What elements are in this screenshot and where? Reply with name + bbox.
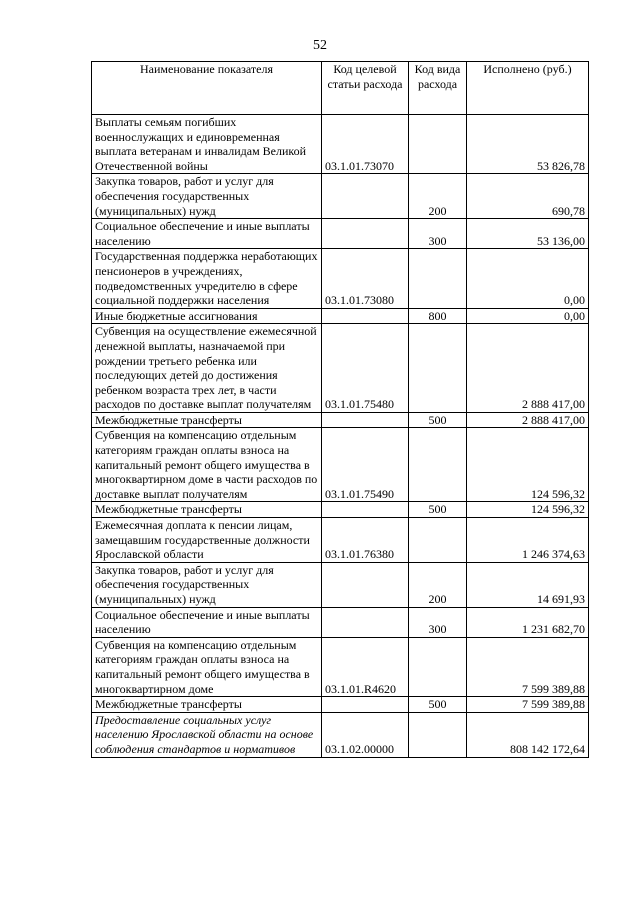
row-expense-type-code: 500 [409, 697, 467, 713]
row-indicator-name: Межбюджетные трансферты [92, 502, 322, 518]
row-target-code: 03.1.01.73070 [322, 115, 409, 174]
row-target-code [322, 174, 409, 219]
row-executed-amount: 53 136,00 [467, 219, 589, 249]
table-row [92, 249, 589, 308]
row-indicator-name: Ежемесячная доплата к пенсии лицам, замещавшим государственные должности Ярославской области [92, 518, 322, 563]
row-expense-type-code [409, 115, 467, 174]
row-target-code [322, 562, 409, 607]
row-indicator-name: Субвенция на осуществление ежемесячной денежной выплаты, назначаемой при рождении третьего ребенка или последующих детей до достижения ребенком возраста трех лет, в части расходов по доставке выплат получателям [92, 324, 322, 413]
table-row [92, 607, 589, 637]
row-executed-amount: 808 142 172,64 [467, 712, 589, 757]
row-indicator-name: Социальное обеспечение и иные выплаты населению [92, 607, 322, 637]
row-executed-amount: 2 888 417,00 [467, 412, 589, 428]
row-executed-amount: 0,00 [467, 308, 589, 324]
table-header-row [92, 62, 589, 115]
row-expense-type-code [409, 428, 467, 502]
row-executed-amount: 1 246 374,63 [467, 518, 589, 563]
row-executed-amount: 7 599 389,88 [467, 637, 589, 696]
row-target-code: 03.1.01.R4620 [322, 637, 409, 696]
row-indicator-name: Межбюджетные трансферты [92, 697, 322, 713]
table-row [92, 174, 589, 219]
row-target-code: 03.1.01.75490 [322, 428, 409, 502]
row-executed-amount: 124 596,32 [467, 428, 589, 502]
row-indicator-name: Закупка товаров, работ и услуг для обеспечения государственных (муниципальных) нужд [92, 562, 322, 607]
row-indicator-name: Предоставление социальных услуг населению Ярославской области на основе соблюдения стандартов и нормативов [92, 712, 322, 757]
table-row [92, 412, 589, 428]
row-expense-type-code: 300 [409, 607, 467, 637]
table-row [92, 637, 589, 696]
row-executed-amount: 2 888 417,00 [467, 324, 589, 413]
table-row [92, 712, 589, 757]
header-executed-amount: Исполнено (руб.) [467, 62, 589, 115]
row-executed-amount: 14 691,93 [467, 562, 589, 607]
table-row [92, 115, 589, 174]
row-target-code [322, 607, 409, 637]
row-indicator-name: Закупка товаров, работ и услуг для обеспечения государственных (муниципальных) нужд [92, 174, 322, 219]
row-expense-type-code [409, 324, 467, 413]
row-target-code [322, 308, 409, 324]
row-expense-type-code: 500 [409, 412, 467, 428]
row-expense-type-code: 500 [409, 502, 467, 518]
row-target-code [322, 219, 409, 249]
row-target-code: 03.1.01.73080 [322, 249, 409, 308]
row-expense-type-code: 800 [409, 308, 467, 324]
row-expense-type-code: 200 [409, 562, 467, 607]
header-indicator-name: Наименование показателя [92, 62, 322, 115]
table-row [92, 219, 589, 249]
table-row [92, 502, 589, 518]
header-target-code: Код целевой статьи расхода [322, 62, 409, 115]
row-expense-type-code: 200 [409, 174, 467, 219]
row-expense-type-code [409, 637, 467, 696]
table-row [92, 428, 589, 502]
budget-table [91, 61, 589, 758]
row-expense-type-code [409, 249, 467, 308]
row-target-code [322, 697, 409, 713]
row-indicator-name: Субвенция на компенсацию отдельным категориям граждан оплаты взноса на капитальный ремонт общего имущества в многоквартирном доме [92, 637, 322, 696]
table-row [92, 308, 589, 324]
row-indicator-name: Социальное обеспечение и иные выплаты населению [92, 219, 322, 249]
row-executed-amount: 690,78 [467, 174, 589, 219]
row-executed-amount: 53 826,78 [467, 115, 589, 174]
row-indicator-name: Межбюджетные трансферты [92, 412, 322, 428]
row-target-code: 03.1.02.00000 [322, 712, 409, 757]
page-number: 52 [313, 38, 327, 53]
row-executed-amount: 124 596,32 [467, 502, 589, 518]
table-row [92, 518, 589, 563]
row-expense-type-code: 300 [409, 219, 467, 249]
row-indicator-name: Государственная поддержка неработающих пенсионеров в учреждениях, подведомственных учредителю в сфере социальной поддержки населения [92, 249, 322, 308]
row-executed-amount: 0,00 [467, 249, 589, 308]
row-target-code: 03.1.01.75480 [322, 324, 409, 413]
row-indicator-name: Иные бюджетные ассигнования [92, 308, 322, 324]
table-body [92, 115, 589, 758]
row-target-code: 03.1.01.76380 [322, 518, 409, 563]
row-target-code [322, 412, 409, 428]
row-expense-type-code [409, 518, 467, 563]
row-indicator-name: Выплаты семьям погибших военнослужащих и единовременная выплата ветеранам и инвалидам Великой Отечественной войны [92, 115, 322, 174]
header-expense-type-code: Код вида расхода [409, 62, 467, 115]
row-executed-amount: 7 599 389,88 [467, 697, 589, 713]
row-expense-type-code [409, 712, 467, 757]
row-target-code [322, 502, 409, 518]
table-row [92, 324, 589, 413]
row-executed-amount: 1 231 682,70 [467, 607, 589, 637]
table-row [92, 562, 589, 607]
table-row [92, 697, 589, 713]
row-indicator-name: Субвенция на компенсацию отдельным категориям граждан оплаты взноса на капитальный ремонт общего имущества в многоквартирном доме в части расходов по доставке выплат получателям [92, 428, 322, 502]
